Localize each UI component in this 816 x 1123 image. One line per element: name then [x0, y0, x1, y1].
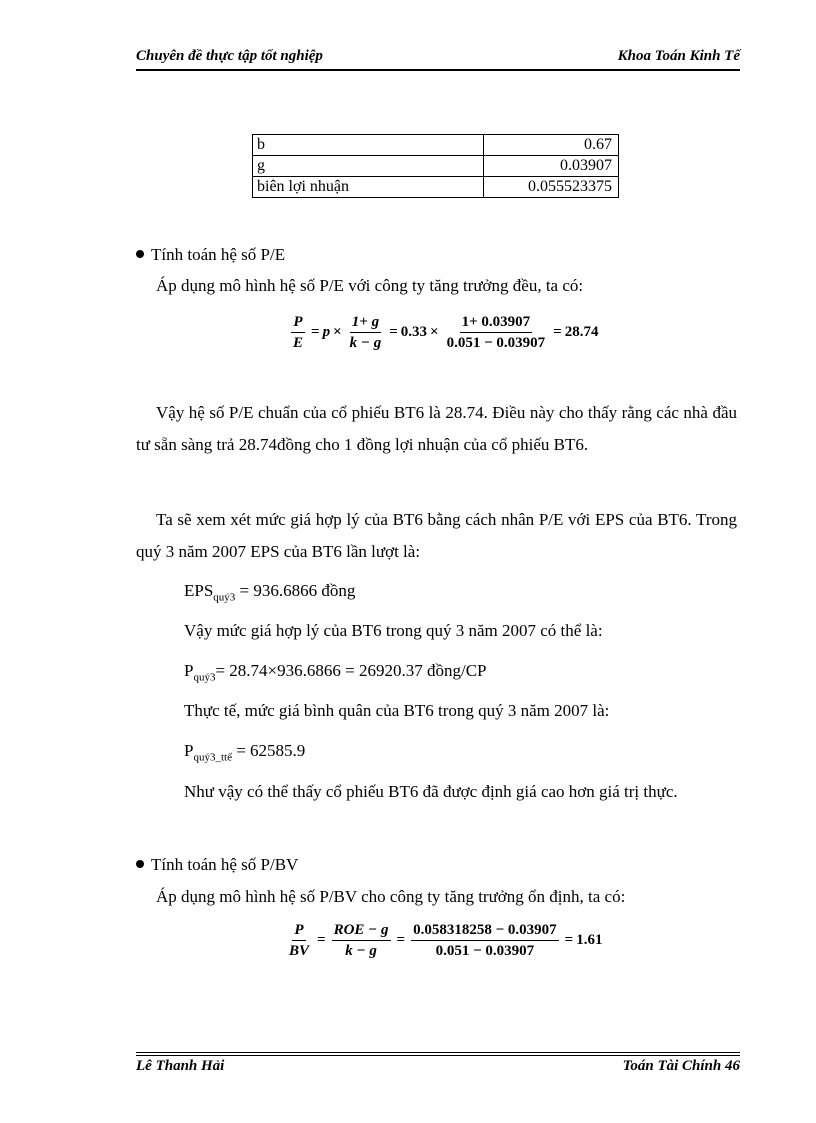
price-sub: quý3 [193, 671, 216, 684]
header-right: Khoa Toán Kinh Tế [617, 48, 740, 64]
pe-eq2: = [389, 324, 398, 340]
pe-coef: 0.33 [400, 324, 428, 340]
page-footer [136, 1058, 740, 1075]
pe-result: 28.74 [564, 324, 599, 340]
actual-base: P [184, 741, 194, 760]
pe-value-fraction [445, 314, 548, 351]
table-row [253, 156, 619, 177]
fair-price-intro: Vậy mức giá hợp lý của BT6 trong quý 3 năm 2007 có thể là: [184, 621, 603, 640]
pe-times2: × [430, 324, 439, 340]
price-rest: = 28.74×936.6866 = 26920.37 đồng/CP [215, 661, 487, 680]
pbv-eq3: = [564, 932, 574, 948]
bullet-icon [136, 860, 144, 868]
parameter-table [252, 134, 619, 198]
pbv-f2-den: 0.051 − 0.03907 [435, 943, 535, 959]
pe-growth-fraction [348, 314, 384, 351]
pe-eq3: = [553, 324, 562, 340]
pe-eq1: = [311, 324, 320, 340]
actual-rest: = 62585.9 [231, 741, 306, 760]
pbv-lhs-den: BV [289, 943, 310, 959]
paragraph-price-method: Ta sẽ xem xét mức giá hợp lý của BT6 bằng cách nhân P/E với EPS của BT6. Trong quý 3 năm 2007 EPS của BT6 lần lượt là: [136, 510, 737, 561]
pbv-eq2: = [396, 932, 406, 948]
fair-price-line [184, 660, 487, 688]
pe-f1-num: 1+ g [350, 314, 381, 333]
pbv-lhs-num: P [292, 922, 305, 941]
eps-rest: = 936.6866 đồng [235, 581, 356, 600]
bullet-pbv [136, 854, 298, 876]
table-cell-label: g [253, 156, 484, 177]
pbv-formula [284, 922, 602, 959]
table-cell-label: biên lợi nhuận [253, 177, 484, 198]
pe-lhs-num: P [291, 314, 304, 333]
paragraph-pe-conclusion: Vậy hệ số P/E chuẩn của cổ phiếu BT6 là 28.74. Điều này cho thấy rằng các nhà đầu tư sẵn sàng trả 28.74đồng cho 1 đồng lợi nhuận của cổ phiếu BT6. [136, 403, 737, 454]
price-base: P [184, 661, 194, 680]
paragraph-overvalued: Như vậy có thể thấy cổ phiếu BT6 đã được định giá cao hơn giá trị thực. [184, 782, 678, 801]
table-cell-label: b [253, 135, 484, 156]
pe-times1: × [333, 324, 342, 340]
eps-base: EPS [184, 581, 214, 600]
bullet-pe-text: Tính toán hệ số P/E [151, 245, 286, 264]
pbv-f1-num: ROE − g [332, 922, 391, 941]
actual-price-line [184, 740, 305, 768]
pe-f2-den: 0.051 − 0.03907 [446, 335, 546, 351]
footer-left: Lê Thanh Hải [136, 1058, 225, 1074]
pe-f2-num: 1+ 0.03907 [460, 314, 533, 333]
header-rule [136, 69, 740, 71]
pbv-value-fraction [411, 922, 559, 959]
table-cell-value: 0.03907 [484, 156, 619, 177]
pe-lhs-fraction [291, 314, 305, 351]
pbv-f1-den: k − g [345, 943, 377, 959]
page-header [136, 48, 740, 65]
table-row [253, 177, 619, 198]
table-row [253, 135, 619, 156]
bullet-icon [136, 250, 144, 258]
eps-line [184, 580, 355, 608]
pe-lhs-den: E [293, 335, 304, 351]
bullet-pe [136, 244, 285, 266]
pe-intro: Áp dụng mô hình hệ số P/E với công ty tăng trưởng đều, ta có: [156, 276, 584, 295]
footer-rule-double [136, 1055, 740, 1056]
footer-right: Toán Tài Chính 46 [622, 1058, 740, 1074]
pbv-f2-num: 0.058318258 − 0.03907 [411, 922, 559, 941]
table-cell-value: 0.67 [484, 135, 619, 156]
pbv-intro: Áp dụng mô hình hệ số P/BV cho công ty tăng trưởng ổn định, ta có: [156, 887, 626, 906]
table-cell-value: 0.055523375 [484, 177, 619, 198]
header-left: Chuyên đề thực tập tốt nghiệp [136, 48, 323, 64]
bullet-pbv-text: Tính toán hệ số P/BV [151, 855, 299, 874]
pe-f1-den: k − g [349, 335, 382, 351]
pbv-eq1: = [317, 932, 326, 948]
pe-formula [288, 314, 598, 351]
pbv-result: 1.61 [576, 932, 603, 948]
footer-rule [136, 1052, 740, 1053]
pbv-roe-fraction [332, 922, 391, 959]
actual-sub: quý3_ttế [193, 751, 232, 764]
pbv-lhs-fraction [287, 922, 311, 959]
eps-sub: quý3 [213, 591, 236, 604]
pe-p: p [322, 324, 331, 340]
actual-price-intro: Thực tế, mức giá bình quân của BT6 trong quý 3 năm 2007 là: [184, 701, 610, 720]
